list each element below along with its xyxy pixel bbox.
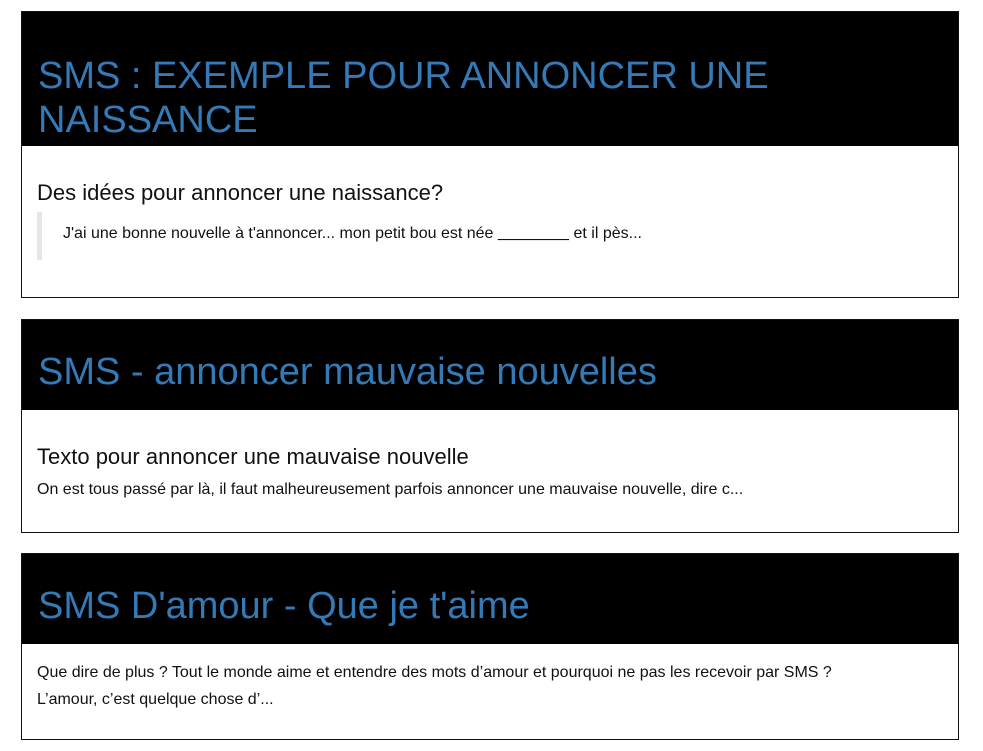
article-quote bbox=[37, 212, 943, 260]
article-header bbox=[22, 320, 958, 410]
quote-text-start: J'ai une bonne nouvelle à t'annoncer... mon petit bou est née bbox=[63, 225, 498, 242]
article-excerpt-line: Que dire de plus ? Tout le monde aime et entendre des mots d’amour et pourquoi ne pas les recevoir par SMS ? bbox=[37, 664, 832, 681]
article-title-link[interactable]: SMS : EXEMPLE POUR ANNONCER UNE NAISSANCE bbox=[38, 55, 769, 141]
quote-text-end: et il pès... bbox=[569, 225, 642, 242]
article-body bbox=[22, 644, 958, 713]
article-header bbox=[22, 12, 958, 146]
article-body bbox=[22, 146, 958, 260]
article-card-mauvaise-nouvelle bbox=[21, 319, 959, 533]
article-card-naissance bbox=[21, 11, 959, 298]
article-title-link[interactable]: SMS - annoncer mauvaise nouvelles bbox=[38, 351, 657, 393]
quote-blank: ________ bbox=[497, 225, 570, 242]
article-body bbox=[22, 410, 958, 503]
article-excerpt: On est tous passé par là, il faut malheureusement parfois annoncer une mauvaise nouvelle, dire c... bbox=[37, 481, 744, 498]
article-excerpt-line: L’amour, c’est quelque chose d’... bbox=[37, 691, 274, 708]
article-subtitle: Des idées pour annoncer une naissance? bbox=[37, 180, 444, 205]
article-subtitle: Texto pour annoncer une mauvaise nouvelle bbox=[37, 444, 469, 469]
article-title-link[interactable]: SMS D'amour - Que je t'aime bbox=[38, 585, 530, 627]
article-card-amour bbox=[21, 553, 959, 740]
article-header bbox=[22, 554, 958, 644]
